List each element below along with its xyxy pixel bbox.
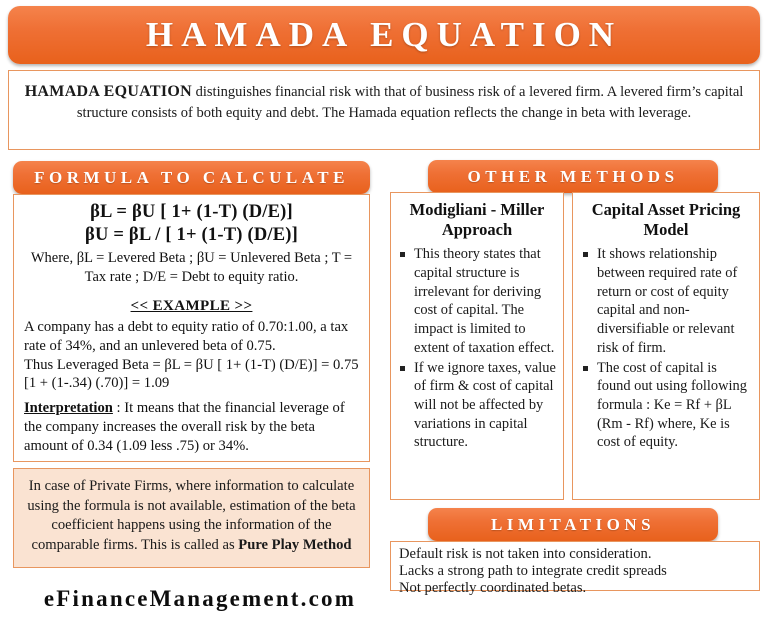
private-firms-text bbox=[26, 477, 357, 555]
limitations-banner bbox=[428, 508, 718, 541]
bullet-text: This theory states that capital structure is irrelevant for deriving cost of capital. The impact is limited to extent of taxation effect. bbox=[414, 246, 555, 356]
formula-unlevered-beta: βU = βL / [ 1+ (1-T) (D/E)] bbox=[85, 224, 298, 245]
description-box bbox=[8, 70, 760, 150]
list-item bbox=[398, 359, 556, 453]
description-body: distinguishes financial risk with that of business risk of a levered firm. A levered firm’s capital structure consists of both equity and debt. The Hamada equation reflects the change in beta with leverage. bbox=[76, 84, 744, 122]
example-heading: << EXAMPLE >> bbox=[130, 297, 253, 314]
interpretation-block bbox=[22, 399, 361, 456]
capm-bullets bbox=[581, 245, 751, 452]
formula-section-title: FORMULA TO CALCULATE bbox=[34, 167, 349, 187]
page-title-banner bbox=[8, 6, 760, 64]
formula-levered-beta: βL = βU [ 1+ (1-T) (D/E)] bbox=[90, 202, 293, 222]
capm-title: Capital Asset Pricing Model bbox=[591, 200, 741, 240]
example-line-1: A company has a debt to equity ratio of 0.70:1.00, a tax rate of 34%, and an unlevered beta of 0.75. bbox=[24, 318, 349, 354]
other-methods-title: OTHER METHODS bbox=[467, 166, 679, 186]
pure-play-method-label: Pure Play Method bbox=[238, 536, 352, 553]
description-text bbox=[23, 80, 745, 124]
page-title: HAMADA EQUATION bbox=[145, 15, 623, 54]
modigliani-miller-bullets bbox=[398, 245, 556, 452]
list-item bbox=[581, 245, 751, 357]
limitation-item: Default risk is not taken into consideration. bbox=[399, 546, 652, 562]
square-bullet-icon bbox=[400, 252, 405, 257]
bullet-text: The cost of capital is found out using following formula : Ke = Rf + βL (Rm - Rf) where, Ke is cost of equity. bbox=[597, 359, 747, 451]
private-firms-body: In case of Private Firms, where information to calculate using the formula is not available, estimation of the beta coefficient happens using the information of the comparable firms. This is called as bbox=[27, 478, 356, 553]
square-bullet-icon bbox=[583, 252, 588, 257]
list-item bbox=[398, 245, 556, 357]
limitations-title: LIMITATIONS bbox=[490, 514, 656, 534]
square-bullet-icon bbox=[583, 366, 588, 371]
bullet-text: It shows relationship between required rate of return or cost of equity capital and non-diversifiable or relevant risk of firm. bbox=[597, 246, 738, 356]
limitation-item: Not perfectly coordinated betas. bbox=[399, 580, 587, 597]
list-item bbox=[581, 359, 751, 453]
modigliani-miller-card bbox=[390, 192, 564, 500]
limitation-item: Lacks a strong path to integrate credit spreads bbox=[399, 563, 667, 580]
description-lead: HAMADA EQUATION bbox=[24, 83, 193, 100]
limitations-card bbox=[390, 541, 760, 597]
formula-card bbox=[13, 194, 370, 462]
private-firms-box bbox=[13, 468, 370, 568]
square-bullet-icon bbox=[400, 366, 405, 371]
formula-legend: Where, βL = Levered Beta ; βU = Unlevered Beta ; T = Tax rate ; D/E = Debt to equity ratio. bbox=[30, 249, 353, 285]
site-brand: eFinanceManagement.com bbox=[43, 586, 357, 611]
formula-section-banner bbox=[13, 161, 370, 194]
interpretation-label: Interpretation bbox=[24, 400, 113, 417]
capm-card bbox=[572, 192, 760, 500]
interpretation-text: : It means that the financial leverage of the company increases the overall risk by the beta amount of 0.34 (1.09 less .75) or 34%. bbox=[24, 400, 345, 455]
modigliani-miller-title: Modigliani - Miller Approach bbox=[409, 200, 545, 240]
example-line-2: Thus Leveraged Beta = βL = βU [ 1+ (1-T) (D/E)] = 0.75 [1 + (1-.34) (.70)] = 1.09 bbox=[24, 356, 359, 392]
other-methods-banner bbox=[428, 160, 718, 193]
bullet-text: If we ignore taxes, value of firm & cost of capital will not be affected by variations in capital structure. bbox=[414, 359, 556, 451]
